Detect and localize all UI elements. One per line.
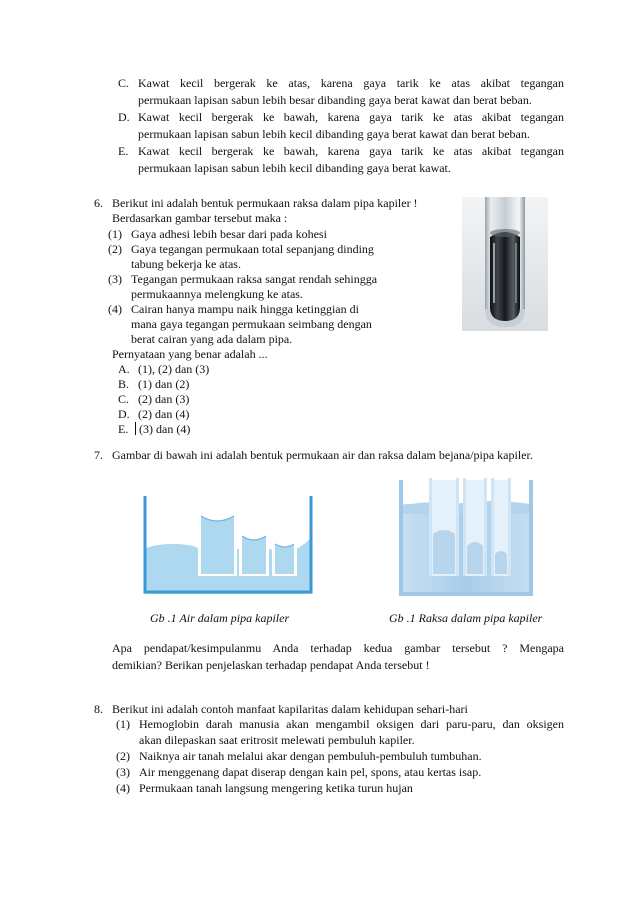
q8-item-3-text: Air menggenang dapat diserap dengan kain pel, spons, atau kertas isap. xyxy=(139,765,482,779)
q6-statement-3-line2: permukaannya melengkung ke atas. xyxy=(131,287,303,301)
q6-question: Berikut ini adalah bentuk permukaan raksa dalam pipa kapiler ! xyxy=(112,196,418,210)
q6-statement-2-line1: Gaya tegangan permukaan total sepanjang dinding xyxy=(131,242,374,256)
q8-number: 8. xyxy=(94,702,103,716)
q6-statement-3-number: (3) xyxy=(108,272,122,286)
q6-number: 6. xyxy=(94,196,103,210)
q6-option-a-label: A. xyxy=(118,362,130,376)
q6-intro: Berdasarkan gambar tersebut maka : xyxy=(112,211,288,225)
q8-item-1-line1: Hemoglobin darah manusia akan mengambil oksigen dari paru-paru, dan oksigen xyxy=(139,717,564,731)
q8-item-3-number: (3) xyxy=(116,765,130,779)
q5-option-d-line2: permukaan lapisan sabun lebih kecil dibanding gaya berat kawat dan berat beban. xyxy=(138,127,530,141)
q6-option-c-text: (2) dan (3) xyxy=(138,392,190,406)
q6-option-b-label: B. xyxy=(118,377,130,391)
q5-option-c-line1: Kawat kecil bergerak ke atas, karena gaya tarik ke atas akibat tegangan xyxy=(138,76,564,90)
q6-option-d-text: (2) dan (4) xyxy=(138,407,190,421)
caption-water: Gb .1 Air dalam pipa kapiler xyxy=(150,611,290,625)
q8-question: Berikut ini adalah contoh manfaat kapilaritas dalam kehidupan sehari-hari xyxy=(112,702,468,716)
q7-number: 7. xyxy=(94,448,103,462)
water-capillary-figure xyxy=(143,486,313,596)
q5-option-e-line2: permukaan lapisan sabun lebih kecil dibanding gaya berat kawat. xyxy=(138,161,451,175)
mercury-capillary-figure xyxy=(395,474,535,598)
q6-statement-3-line1: Tegangan permukaan raksa sangat rendah sehingga xyxy=(131,272,378,286)
caption-mercury: Gb .1 Raksa dalam pipa kapiler xyxy=(389,611,543,625)
q8-item-2-text: Naiknya air tanah melalui akar dengan pembuluh-pembuluh tumbuhan. xyxy=(139,749,482,763)
q6-statement-4-line3: berat cairan yang ada dalam pipa. xyxy=(131,332,293,346)
q6-option-d-label: D. xyxy=(118,407,130,421)
q5-option-e-line1: Kawat kecil bergerak ke bawah, karena gaya tarik ke atas akibat tegangan xyxy=(138,144,564,158)
text-cursor xyxy=(135,422,138,437)
q6-option-c-label: C. xyxy=(118,392,130,406)
q8-item-1-line2: akan dilepaskan saat eritrosit melewati pembuluh kapiler. xyxy=(139,733,415,747)
q6-statement-4-line1: Cairan hanya mampu naik hingga ketinggian di xyxy=(131,302,359,316)
q5-option-c-line2: permukaan lapisan sabun lebih besar dibanding gaya berat kawat dan berat beban. xyxy=(138,93,532,107)
q6-statement-4-number: (4) xyxy=(108,302,122,316)
q5-option-d-label: D. xyxy=(118,110,130,124)
q7-followup-line1: Apa pendapat/kesimpulanmu Anda terhadap kedua gambar tersebut ? Mengapa xyxy=(112,641,564,655)
q6-option-b-text: (1) dan (2) xyxy=(138,377,190,391)
q6-statement-1-number: (1) xyxy=(108,227,122,241)
q6-option-e-text: (3) dan (4) xyxy=(139,422,191,436)
q8-item-1-number: (1) xyxy=(116,717,130,731)
q5-option-c-label: C. xyxy=(118,76,130,90)
q7-followup-line2: demikian? Berikan penjelaskan terhadap pendapat Anda tersebut ! xyxy=(112,658,430,672)
q6-prompt: Pernyataan yang benar adalah ... xyxy=(112,347,268,361)
q5-option-e-label: E. xyxy=(118,144,129,158)
q7-question: Gambar di bawah ini adalah bentuk permukaan air dan raksa dalam bejana/pipa kapiler. xyxy=(112,448,533,462)
q5-option-d-line1: Kawat kecil bergerak ke bawah, karena gaya tarik ke atas akibat tegangan xyxy=(138,110,564,124)
q6-option-a-text: (1), (2) dan (3) xyxy=(138,362,210,376)
q6-statement-4-line2: mana gaya tegangan permukaan seimbang dengan xyxy=(131,317,372,331)
q8-item-4-text: Permukaan tanah langsung mengering ketika turun hujan xyxy=(139,781,413,795)
q8-item-2-number: (2) xyxy=(116,749,130,763)
q6-option-e-label: E. xyxy=(118,422,129,436)
q6-statement-1-text: Gaya adhesi lebih besar dari pada kohesi xyxy=(131,227,327,241)
q6-statement-2-line2: tabung bekerja ke atas. xyxy=(131,257,241,271)
q6-statement-2-number: (2) xyxy=(108,242,122,256)
q8-item-4-number: (4) xyxy=(116,781,130,795)
mercury-tube-photo xyxy=(462,197,548,331)
